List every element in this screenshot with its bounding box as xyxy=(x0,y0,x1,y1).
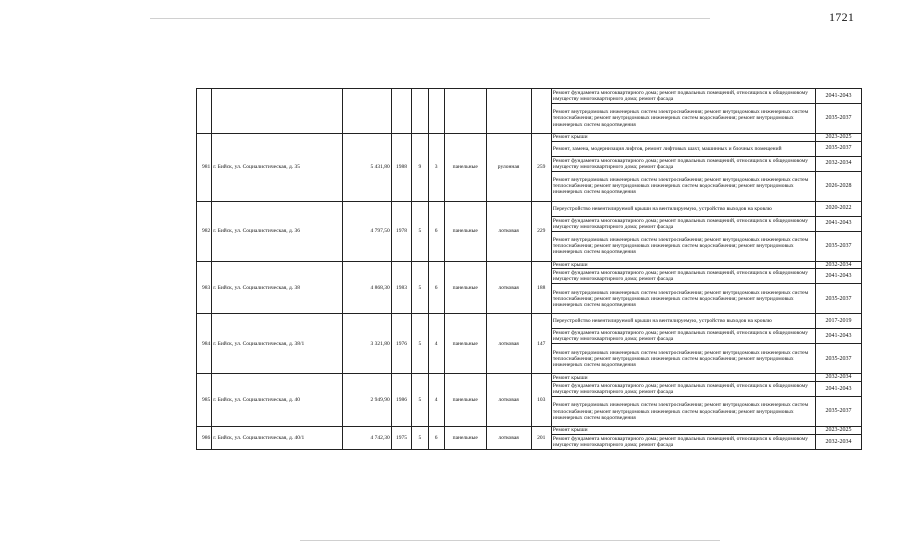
work-description: Ремонт крыши xyxy=(551,374,815,382)
work-period: 2041-2043 xyxy=(816,382,862,397)
table-row xyxy=(197,427,862,435)
work-description: Ремонт крыши xyxy=(551,134,815,142)
house-address: г. Бийск, ул. Социалистическая, д. 38 xyxy=(212,261,343,314)
work-period: 2041-2043 xyxy=(816,216,862,231)
house-number: 982 xyxy=(197,201,212,261)
house-roof-type: лотковая xyxy=(486,314,531,374)
house-address: г. Бийск, ул. Социалистическая, д. 36 xyxy=(212,201,343,261)
house-address: г. Бийск, ул. Социалистическая, д. 40/1 xyxy=(212,427,343,450)
work-period: 2032-2034 xyxy=(816,156,862,171)
house-entrances: 3 xyxy=(428,134,444,202)
page-number: 1721 xyxy=(829,10,855,24)
house-number: 983 xyxy=(197,261,212,314)
work-description: Ремонт внутридомовых инженерных систем электроснабжения; ремонт внутридомовых инженерных систем теплоснабжения; ремонт внутридомовых инженерных систем водоснабжения; ремонт внутридомовых инженерных систем водоотведения xyxy=(551,397,815,427)
work-period: 2035-2037 xyxy=(816,231,862,261)
house-area xyxy=(342,89,391,134)
work-period: 2035-2037 xyxy=(816,344,862,374)
work-description: Ремонт фундамента многоквартирного дома; ремонт подвальных помещений, относящихся к общедомовому имуществу многоквартирного дома; ремонт фасада xyxy=(551,329,815,344)
registry-sheet xyxy=(196,88,862,494)
house-wall-material: панельные xyxy=(444,201,486,261)
house-roof-type: лотковая xyxy=(486,261,531,314)
house-residents: 201 xyxy=(531,427,551,450)
house-number: 986 xyxy=(197,427,212,450)
work-description: Ремонт крыши xyxy=(551,427,815,435)
table-row xyxy=(197,201,862,216)
work-description: Ремонт, замена, модернизация лифтов, ремонт лифтовых шахт, машинных и блочных помещений xyxy=(551,141,815,156)
work-description: Ремонт внутридомовых инженерных систем электроснабжения; ремонт внутридомовых инженерных систем теплоснабжения; ремонт внутридомовых инженерных систем водоснабжения; ремонт внутридомовых инженерных систем водоотведения xyxy=(551,284,815,314)
work-description: Ремонт фундамента многоквартирного дома; ремонт подвальных помещений, относящихся к общедомовому имуществу многоквартирного дома; ремонт фасада xyxy=(551,216,815,231)
house-floors xyxy=(412,89,428,134)
house-address xyxy=(212,89,343,134)
work-description: Ремонт фундамента многоквартирного дома; ремонт подвальных помещений, относящихся к общедомовому имуществу многоквартирного дома; ремонт фасада xyxy=(551,382,815,397)
house-year xyxy=(391,89,411,134)
house-roof-type xyxy=(486,89,531,134)
house-entrances xyxy=(428,89,444,134)
work-description: Переустройство невентилируемой крыши на вентилируемую, устройство выходов на кровлю xyxy=(551,314,815,329)
table-row xyxy=(197,314,862,329)
house-area: 4 797,50 xyxy=(342,201,391,261)
house-wall-material: панельные xyxy=(444,314,486,374)
work-period: 2023-2025 xyxy=(816,427,862,435)
work-period: 2032-2034 xyxy=(816,434,862,449)
house-area: 3 321,80 xyxy=(342,314,391,374)
table-row xyxy=(197,261,862,269)
work-description: Ремонт внутридомовых инженерных систем электроснабжения; ремонт внутридомовых инженерных систем теплоснабжения; ремонт внутридомовых инженерных систем водоснабжения; ремонт внутридомовых инженерных систем водоотведения xyxy=(551,231,815,261)
house-roof-type: рулонная xyxy=(486,134,531,202)
house-residents: 229 xyxy=(531,201,551,261)
work-period: 2035-2037 xyxy=(816,284,862,314)
work-description: Ремонт внутридомовых инженерных систем электроснабжения; ремонт внутридомовых инженерных систем теплоснабжения; ремонт внутридомовых инженерных систем водоснабжения; ремонт внутридомовых инженерных систем водоотведения xyxy=(551,344,815,374)
scan-artifact-top xyxy=(150,18,710,19)
house-year: 1978 xyxy=(391,201,411,261)
table-row xyxy=(197,134,862,142)
house-entrances: 4 xyxy=(428,374,444,427)
house-wall-material: панельные xyxy=(444,134,486,202)
scan-artifact-bottom xyxy=(300,540,720,541)
work-period: 2026-2028 xyxy=(816,171,862,201)
work-period: 2035-2037 xyxy=(816,104,862,134)
work-period: 2035-2037 xyxy=(816,397,862,427)
house-area: 4 742,30 xyxy=(342,427,391,450)
work-description: Ремонт фундамента многоквартирного дома; ремонт подвальных помещений, относящихся к общедомовому имуществу многоквартирного дома; ремонт фасада xyxy=(551,269,815,284)
work-period: 2041-2043 xyxy=(816,329,862,344)
house-area: 2 949,90 xyxy=(342,374,391,427)
work-period: 2023-2025 xyxy=(816,134,862,142)
house-entrances: 6 xyxy=(428,427,444,450)
work-period: 2041-2043 xyxy=(816,269,862,284)
house-number: 985 xyxy=(197,374,212,427)
house-entrances: 4 xyxy=(428,314,444,374)
house-address: г. Бийск, ул. Социалистическая, д. 38/1 xyxy=(212,314,343,374)
house-floors: 5 xyxy=(412,314,428,374)
work-description: Ремонт фундамента многоквартирного дома; ремонт подвальных помещений, относящихся к общедомовому имуществу многоквартирного дома; ремонт фасада xyxy=(551,156,815,171)
table-body xyxy=(197,89,862,450)
house-floors: 9 xyxy=(412,134,428,202)
work-period: 2032-2034 xyxy=(816,374,862,382)
house-residents: 147 xyxy=(531,314,551,374)
house-floors: 5 xyxy=(412,261,428,314)
work-period: 2017-2019 xyxy=(816,314,862,329)
house-residents: 259 xyxy=(531,134,551,202)
work-description: Ремонт внутридомовых инженерных систем электроснабжения; ремонт внутридомовых инженерных систем теплоснабжения; ремонт внутридомовых инженерных систем водоснабжения; ремонт внутридомовых инженерных систем водоотведения xyxy=(551,171,815,201)
house-residents xyxy=(531,89,551,134)
work-period: 2020-2022 xyxy=(816,201,862,216)
house-floors: 5 xyxy=(412,374,428,427)
house-year: 1975 xyxy=(391,427,411,450)
work-description: Ремонт внутридомовых инженерных систем электроснабжения; ремонт внутридомовых инженерных систем теплоснабжения; ремонт внутридомовых инженерных систем водоснабжения; ремонт внутридомовых инженерных систем водоотведения xyxy=(551,104,815,134)
house-residents: 188 xyxy=(531,261,551,314)
house-roof-type: лотковая xyxy=(486,374,531,427)
work-period: 2035-2037 xyxy=(816,141,862,156)
work-description: Ремонт фундамента многоквартирного дома; ремонт подвальных помещений, относящихся к общедомовому имуществу многоквартирного дома; ремонт фасада xyxy=(551,434,815,449)
house-floors: 5 xyxy=(412,201,428,261)
house-year: 1976 xyxy=(391,314,411,374)
table-row xyxy=(197,374,862,382)
house-wall-material xyxy=(444,89,486,134)
work-period: 2041-2043 xyxy=(816,89,862,104)
house-roof-type: лотковая xyxy=(486,201,531,261)
house-number: 984 xyxy=(197,314,212,374)
house-year: 1986 xyxy=(391,374,411,427)
house-entrances: 6 xyxy=(428,201,444,261)
house-year: 1988 xyxy=(391,134,411,202)
house-wall-material: панельные xyxy=(444,374,486,427)
house-wall-material: панельные xyxy=(444,261,486,314)
work-description: Ремонт фундамента многоквартирного дома; ремонт подвальных помещений, относящихся к общедомовому имуществу многоквартирного дома; ремонт фасада xyxy=(551,89,815,104)
house-entrances: 6 xyxy=(428,261,444,314)
table-row xyxy=(197,89,862,104)
house-address: г. Бийск, ул. Социалистическая, д. 40 xyxy=(212,374,343,427)
house-wall-material: панельные xyxy=(444,427,486,450)
house-number xyxy=(197,89,212,134)
work-period: 2032-2034 xyxy=(816,261,862,269)
house-residents: 103 xyxy=(531,374,551,427)
house-area: 4 868,30 xyxy=(342,261,391,314)
house-roof-type: лотковая xyxy=(486,427,531,450)
house-floors: 5 xyxy=(412,427,428,450)
house-number: 981 xyxy=(197,134,212,202)
house-area: 5 431,80 xyxy=(342,134,391,202)
house-year: 1983 xyxy=(391,261,411,314)
work-description: Переустройство невентилируемой крыши на вентилируемую, устройство выходов на кровлю xyxy=(551,201,815,216)
house-address: г. Бийск, ул. Социалистическая, д. 35 xyxy=(212,134,343,202)
work-description: Ремонт крыши xyxy=(551,261,815,269)
capital-repair-table xyxy=(196,88,862,450)
